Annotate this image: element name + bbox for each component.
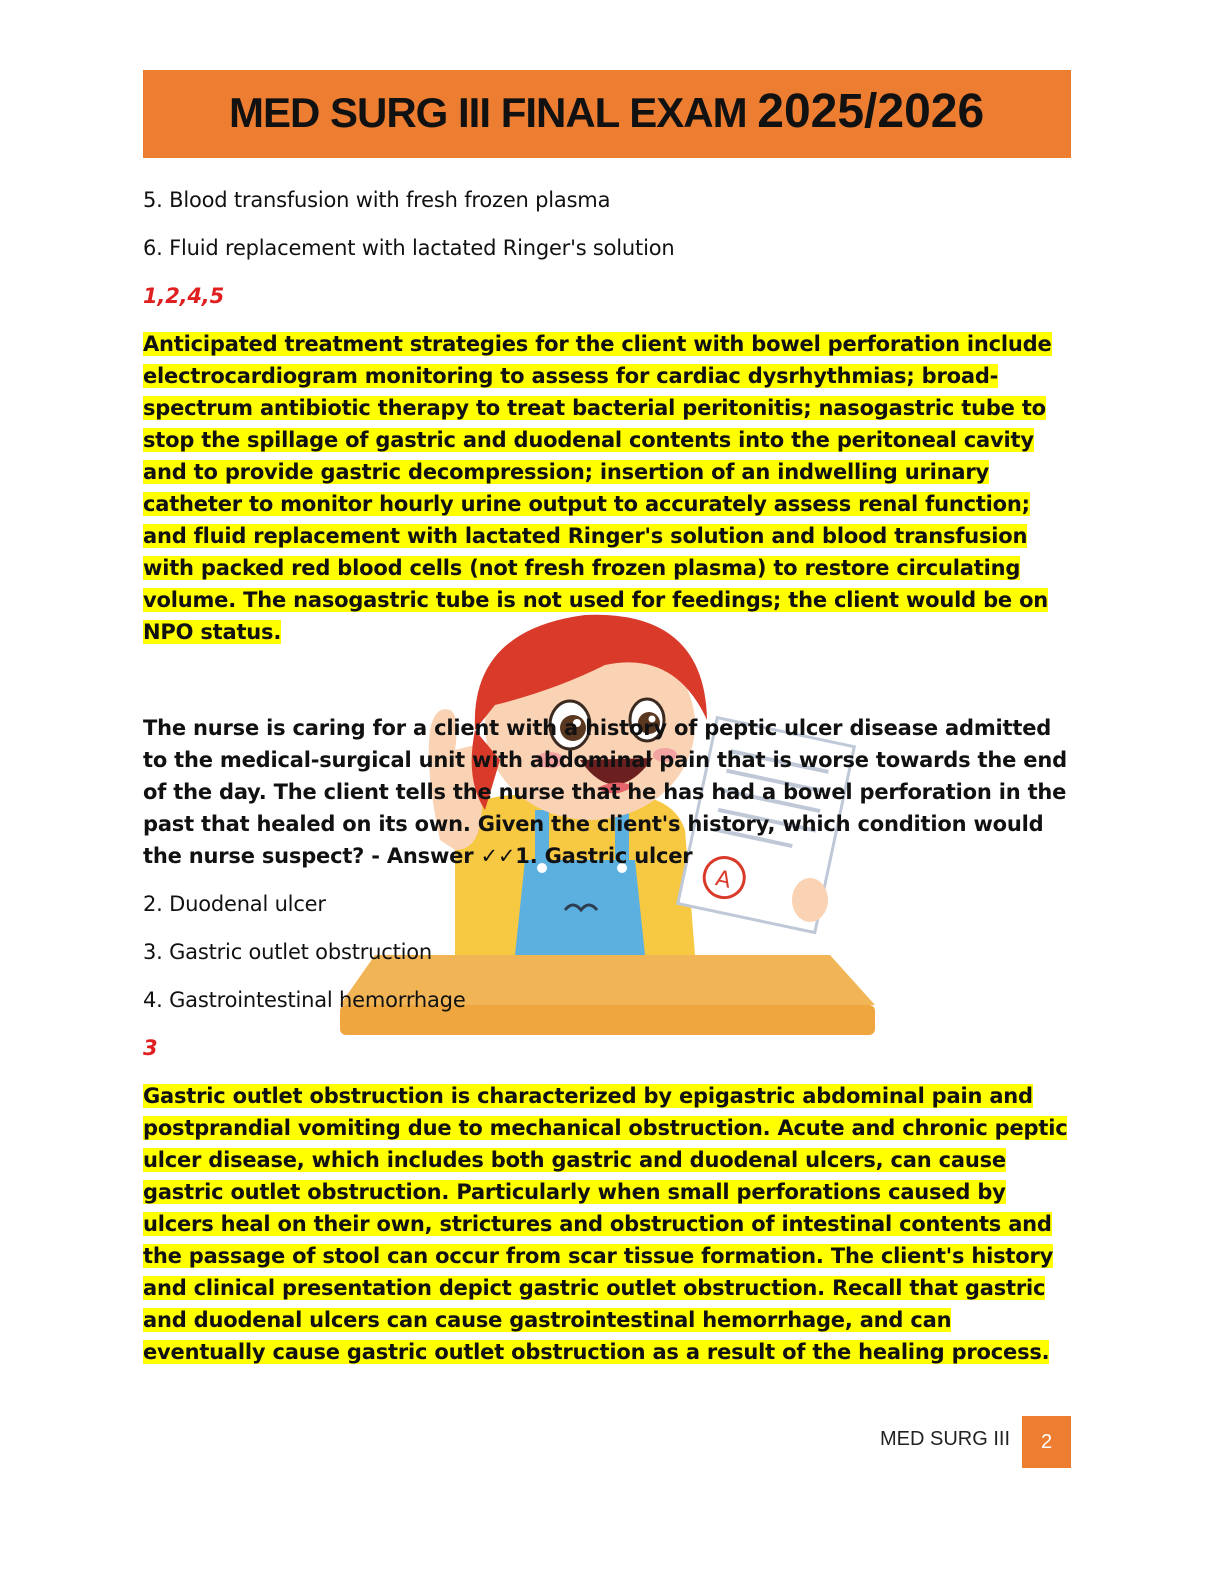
option-6: 6. Fluid replacement with lactated Ringer's solution bbox=[143, 236, 675, 260]
rationale-1-text: Anticipated treatment strategies for the client with bowel perforation include electrocardiogram monitoring to assess for cardiac dysrhythmias; broad-spectrum antibiotic therapy to treat bacterial peritonitis; nasogastric tube to stop the spillage of gastric and duodenal contents into the peritoneal cavity and to provide gastric decompression; insertion of an indwelling urinary catheter to monitor hourly urine output to accurately assess renal function; and fluid replacement with lactated Ringer's solution and blood transfusion with packed red blood cells (not fresh frozen plasma) to restore circulating volume. The nasogastric tube is not used for feedings; the client would be on NPO status. bbox=[143, 332, 1052, 644]
grade-mark: A bbox=[713, 866, 734, 894]
answer-1: 1,2,4,5 bbox=[143, 284, 224, 308]
header-bar bbox=[143, 70, 1071, 158]
title-text: MED SURG III FINAL EXAM bbox=[229, 89, 758, 136]
title-year: 2025/2026 bbox=[757, 85, 985, 138]
rationale-2-text: Gastric outlet obstruction is characterized by epigastric abdominal pain and postprandial vomiting due to mechanical obstruction. Acute and chronic peptic ulcer disease, which includes both gastric and duodenal ulcers, can cause gastric outlet obstruction. Particularly when small perforations caused by ulcers heal on their own, strictures and obstruction of intestinal contents and the passage of stool can occur from scar tissue formation. The client's history and clinical presentation depict gastric outlet obstruction. Recall that gastric and duodenal ulcers can cause gastrointestinal hemorrhage, and can eventually cause gastric outlet obstruction as a result of the healing process. bbox=[143, 1084, 1068, 1364]
q2-option-2: 2. Duodenal ulcer bbox=[143, 892, 326, 916]
footer-label: MED SURG III bbox=[880, 1428, 1011, 1450]
page-content bbox=[143, 184, 1073, 1384]
q2-option-4: 4. Gastrointestinal hemorrhage bbox=[143, 988, 466, 1012]
page-title bbox=[229, 84, 984, 139]
page-number: 2 bbox=[1022, 1416, 1071, 1468]
option-5: 5. Blood transfusion with fresh frozen plasma bbox=[143, 188, 611, 212]
answer-2: 3 bbox=[143, 1036, 158, 1060]
q2-option-3: 3. Gastric outlet obstruction bbox=[143, 940, 433, 964]
question-2-stem: The nurse is caring for a client with a history of peptic ulcer disease admitted to the medical-surgical unit with abdominal pain that is worse towards the end of the day. The client tells the nurse that he has had a bowel perforation in the past that healed on its own. Given the client's history, which condition would the nurse suspect? - Answer ✓✓1. Gastric ulcer bbox=[143, 716, 1067, 868]
rationale-1 bbox=[143, 328, 1073, 648]
rationale-2 bbox=[143, 1080, 1073, 1368]
